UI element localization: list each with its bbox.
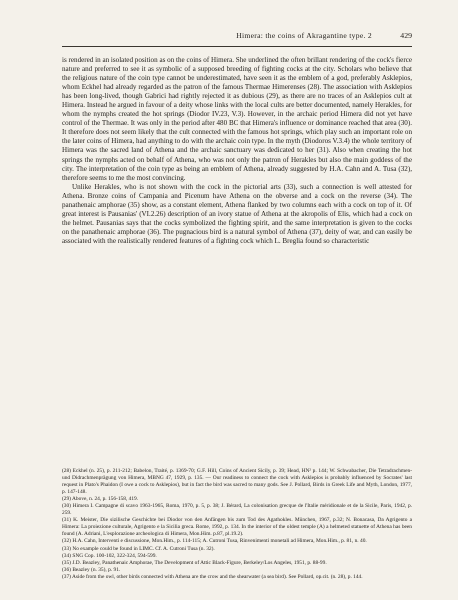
running-title: Himera: the coins of Akragantine type. 2 [236,31,372,40]
footnote: (28) Eckhel (n. 25), p. 211-212; Babelon, Traité, p. 1369-70; G.F. Hill, Coins of Ancient Sicily, p. 39; Head, HN² p. 144; W. Schwabacher, Die Tetradrachmen- und Didrachmenprägung von Himera, MBNG 47, 1929, p. 135. — Our readiness to connect the cock with Asklepios is probably influenced by Socrates' last request in Plato's Phaidon (I owe a cock to Asklepios), but in fact the bird was sacred to many gods. See J. Pollard, Birds in Greek Life and Myth, London, 1977, p. 147-148. [62,468,412,496]
footnote: (31) K. Meister, Die sizilische Geschichte bei Diodor von den Anfängen bis zum Tod des Agathokles. München, 1967, p.32; N. Bonacasa, Da Agrigento a Himera: La proiezione culturale, Agrigento e la Sicilia greca. Rome, 1992, p. 134. In the interior of the oldest temple (A) a helmeted statuette of Athena has been found (A. Adriani, L'esplorazione archeologica di Himera, Mon.Him. p.87, pl.19.2). [62,517,412,538]
paragraph: Unlike Herakles, who is not shown with the cock in the pictorial arts (33), such a connection is well attested for Athena. Bronze coins of Campania and Picenum have Athena on the obverse and a cock on the reverse (34). The panathenaic amphorae (35) show, as a constant element, Athena flanked by two columns each with a cock on top of it. Of great interest is Pausanias' (VI.2.26) description of an ivory statue of Athena at the akropolis of Elis, which had a cock on the helmet. Pausanias says that the cocks symbolized the fighting spirit, and the same interpretation is given to the cocks on the panathenaic amphorae (36). The pugnacious bird is a natural symbol of Athena (37), deity of war, and can easily be associated with the realistically rendered features of a fighting cock which L. Breglia found so characteristic [62,182,412,245]
footnote: (34) SNG Cop. 100-102, 322-324, 594-599. [62,552,157,559]
main-text [62,56,412,246]
paragraph: is rendered in an isolated position as on the coins of Himera. She underlined the often brillant rendering of the cock's fierce nature and preferred to see it as symbolic of a supposed breeding of fighting cocks at the city. Scholars who believe that the religious nature of the coin type cannot be underestimated, have seen it as the emblem of a god, preferably Asklepios, whom Eckhel had already regarded as the patron of the famous Thermae Himerenses (28). The association with Asklepios has been long-lived, though Gabrici had rightly rejected it as dubious (29), as there are no traces of an Asklepios cult at Himera. Instead he argued in favour of a deity whose links with the local cults are better documented, namely Herakles, for whom the nymphs created the hot springs (Diodor IV.23, V.3). However, in the archaic period Himera did not yet have control of the Thermae. It was only in the period after 480 BC that Himera's influence or dominance reached that area (30). It therefore does not seem likely that the cult connected with the famous hot springs, which play such an important role on the later coins of Himera, had anything to do with the archaic coin type. In the myth (Diodoros V.3.4) the whole territory of Himera was the sacred land of Athena and the archaic sanctuary was dedicated to her (31). Also when creating the hot springs the nymphs acted on behalf of Athena, who was not only the patron of Herakles but also the main goddess of the city. The interpretation of the coin type as being an emblem of Athena, already suggested by H.A. Cahn and A. Tusa (32), therefore seems to me the most convincing. [62,56,413,182]
page-number: 429 [400,31,412,40]
footnote: (36) Beazley (n. 35), p. 91. [62,566,121,573]
footnote: (29) Above, n. 24, p. 156-158, 419. [62,496,139,503]
header-rule [62,46,412,47]
footnotes [62,468,412,581]
footnote: (35) J.D. Beazley, Panathenaic Amphorae, The Development of Attic Black-Figure, Berkeley/Los Angeles, 1951, p. 88-99. [62,559,327,566]
footnote: (30) Himera I. Campagne di scavo 1963-1965, Roma, 1970, p. 5, p. 38; J. Bérard, La colonisation grecque de l'Italie méridionale et de la Sicile, Paris, 1942, p. 259. [62,503,412,517]
footnote: (32) H.A. Cahn, Interventi e discussione, Mon.Him., p. 114-115; A. Cutroni Tusa, Rinvenimenti monetali ad Himera, Mon.Him., p. 81, n. 40. [62,538,367,545]
footnote: (37) Aside from the owl, other birds connected with Athena are the crow and the shearwater (a sea bird). See Pollard, op.cit. (n. 28), p. 144. [62,573,363,580]
running-header [62,31,412,45]
footnote: (33) No example could be found in LIMC. Cf. A. Cutroni Tusa (n. 32). [62,545,215,552]
